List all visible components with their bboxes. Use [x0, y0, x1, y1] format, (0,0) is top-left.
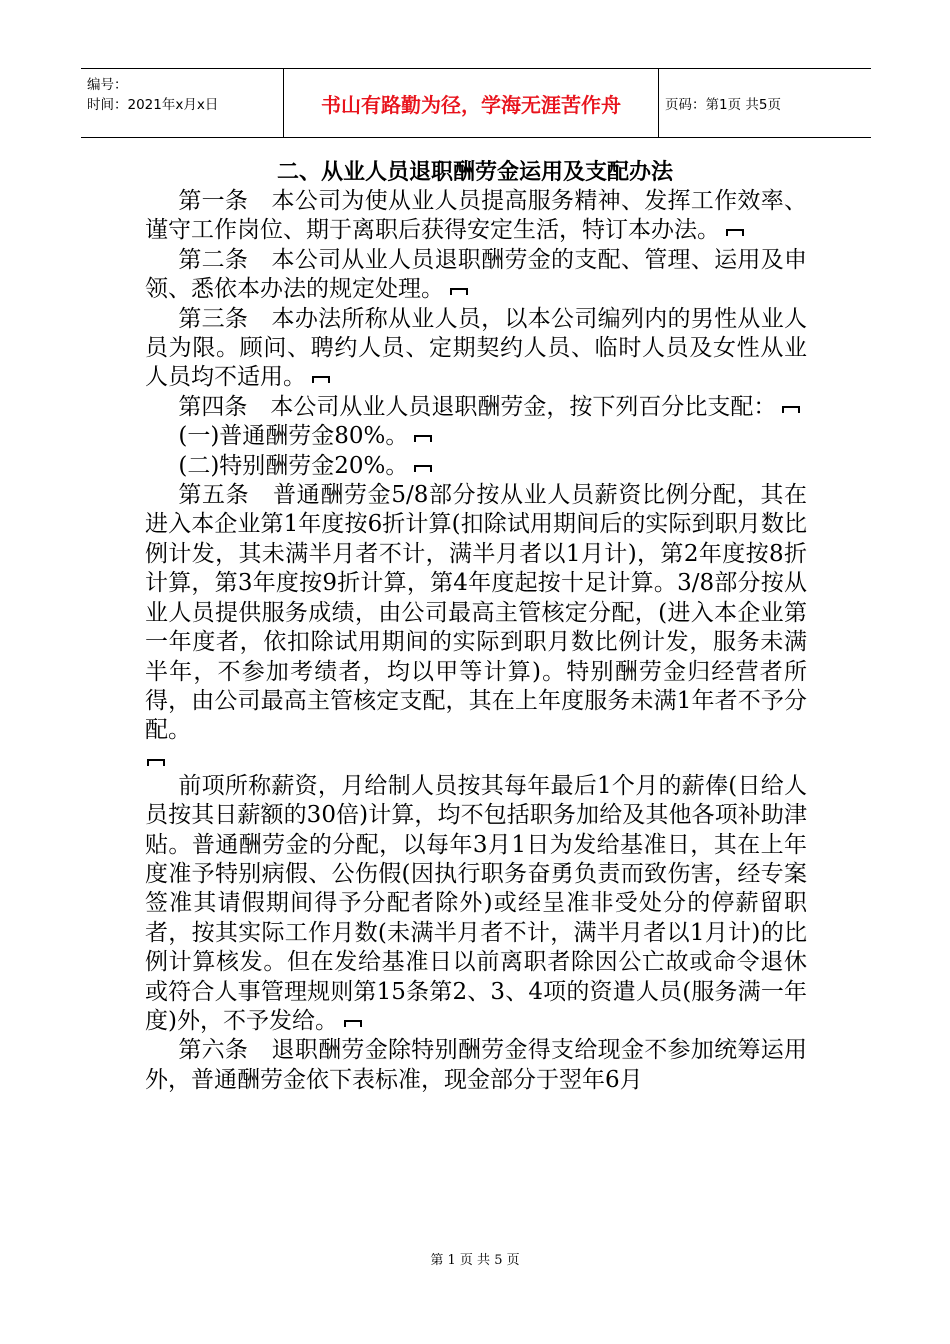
- paragraph-mark-icon: [450, 286, 468, 296]
- page-header: [81, 68, 871, 138]
- paragraph-mark-icon: [147, 757, 165, 767]
- paragraph-article-1: [145, 187, 807, 246]
- paragraph-article-6: [145, 1036, 807, 1095]
- paragraph-mark-icon: [344, 1018, 362, 1028]
- document-number-label: 编号：: [87, 77, 128, 93]
- paragraph-text: 第五条 普通酬劳金5/8部分按从业人员薪资比例分配，其在进入本企业第1年度按6折计算(扣除试用期间后的实际到职月数比例计发，其未满半月者不计，满半月者以1月计)，第2年度按8折计算，第3年度按9折计算，第4年度起按十足计算。3/8部分按从业人员提供服务成绩，由公司最高主管核定分配，(进入本企业第一年度者，依扣除试用期间的实际到职月数比例计发，服务未满半年，不参加考绩者，均以甲等计算)。特别酬劳金归经营者所得，由公司最高主管核定支配，其在上年度服务未满1年者不予分配。: [145, 482, 807, 744]
- header-page-info: 页码：第1页 共5页: [665, 97, 781, 113]
- paragraph-text: (一)普通酬劳金80%。: [178, 423, 409, 450]
- paragraph-article-3: [145, 305, 807, 393]
- header-meta: [81, 69, 283, 137]
- header-motto: 书山有路勤为径，学海无涯苦作舟: [283, 69, 659, 137]
- document-body: [145, 187, 807, 1095]
- paragraph-item-1: [145, 422, 807, 451]
- document-title: 二、从业人员退职酬劳金运用及支配办法: [276, 160, 673, 185]
- paragraph-article-5: [145, 481, 807, 746]
- page-footer: 第 1 页 共 5 页: [430, 1253, 520, 1268]
- paragraph-mark-icon: [782, 404, 800, 414]
- paragraph-mark-icon: [312, 374, 330, 384]
- paragraph-text: 第四条 本公司从业人员退职酬劳金，按下列百分比支配：: [178, 393, 777, 420]
- paragraph-mark-line: [145, 752, 807, 772]
- paragraph-text: 第二条 本公司从业人员退职酬劳金的支配、管理、运用及申领、悉依本办法的规定处理。: [145, 246, 807, 303]
- paragraph-article-2: [145, 246, 807, 305]
- paragraph-text: 前项所称薪资，月给制人员按其每年最后1个月的薪俸(日给人员按其日薪额的30倍)计算，均不包括职务加给及其他各项补助津贴。普通酬劳金的分配，以每年3月1日为发给基准日，其在上年度准予特别病假、公伤假(因执行职务奋勇负责而致伤害，经专案签准其请假期间得予分配者除外)或经呈准非受处分的停薪留职者，按其实际工作月数(未满半月者不计，满半月者以1月计)的比例计算核发。但在发给基准日以前离职者除因公亡故或命令退休或符合人事管理规则第15条第2、3、4项的资遣人员(服务满一年度)外，不予发给。: [145, 772, 807, 1034]
- paragraph-text: 第一条 本公司为使从业人员提高服务精神、发挥工作效率、谨守工作岗位、期于离职后获得安定生活，特订本办法。: [145, 188, 807, 244]
- paragraph-salary-definition: [145, 772, 807, 1037]
- paragraph-item-2: [145, 452, 807, 481]
- paragraph-mark-icon: [726, 227, 744, 237]
- paragraph-text: 第六条 退职酬劳金除特别酬劳金得支给现金不参加统筹运用外，普通酬劳金依下表标准，现金部分于翌年6月: [145, 1037, 807, 1093]
- paragraph-article-4: [145, 393, 807, 422]
- paragraph-text: (二)特别酬劳金20%。: [178, 452, 409, 479]
- paragraph-text: 第三条 本办法所称从业人员，以本公司编列内的男性从业人员为限。顾问、聘约人员、定期契约人员、临时人员及女性从业人员均不适用。: [145, 305, 807, 391]
- paragraph-mark-icon: [414, 433, 432, 443]
- document-time-label: 时间：2021年x月x日: [87, 97, 219, 113]
- paragraph-mark-icon: [414, 463, 432, 473]
